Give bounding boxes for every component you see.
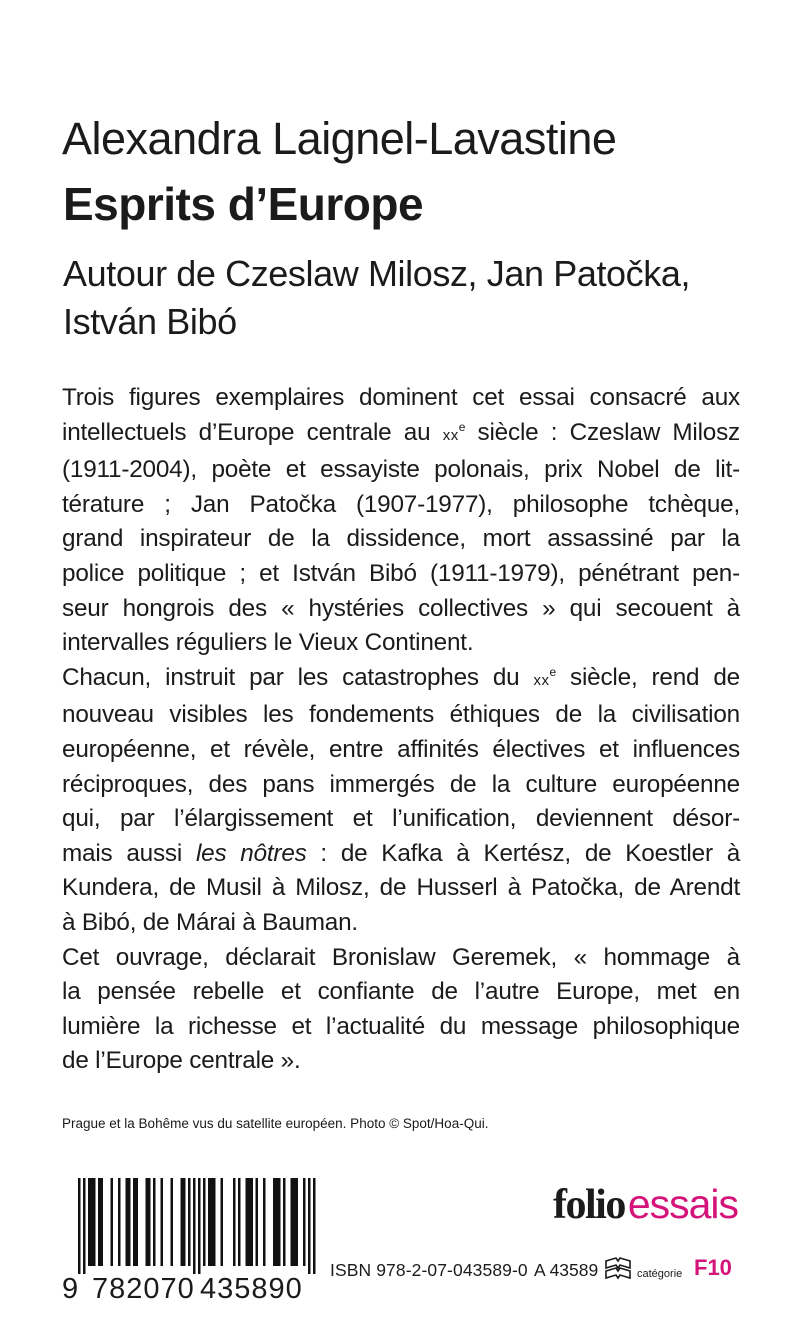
paragraph-2 xyxy=(62,661,740,941)
barcode-bar xyxy=(211,1178,214,1266)
barcode-bar xyxy=(101,1178,104,1266)
text-line: (1911-2004), poète et essayiste polonais, prix Nobel de lit- xyxy=(62,456,740,484)
text-line: Cet ouvrage, déclarait Bronislaw Geremek, « hommage à xyxy=(62,943,740,971)
text-line: européenne, et révèle, entre affinités électives et influences xyxy=(62,735,740,763)
barcode-bar xyxy=(273,1178,276,1266)
folio-essais-logo: folioessais xyxy=(553,1181,739,1228)
barcode-bar xyxy=(198,1178,201,1274)
paragraph-3 xyxy=(62,941,740,1079)
barcode-bar xyxy=(303,1178,306,1266)
barcode-bar xyxy=(183,1178,186,1266)
barcode-bar xyxy=(83,1178,86,1274)
product-code: A 43589 xyxy=(534,1260,599,1280)
barcode-bar xyxy=(251,1178,254,1266)
text-line: qui, par l’élargissement et l’unification, deviennent désor- xyxy=(62,805,740,833)
text-line: police politique ; et István Bibó (1911-1979), pénétrant pen- xyxy=(62,559,740,587)
barcode-bar xyxy=(181,1178,184,1266)
barcode-bar xyxy=(161,1178,164,1266)
barcode-bar xyxy=(188,1178,191,1266)
barcode-bar xyxy=(193,1178,196,1274)
text-line: à Bibó, de Márai à Bauman. xyxy=(62,908,358,936)
back-cover-blurb xyxy=(62,381,740,1079)
category-label: catégorie xyxy=(637,1268,683,1280)
barcode-bars xyxy=(62,1178,316,1274)
text-line: nouveau visibles les fondements éthiques de la civilisation xyxy=(62,701,740,729)
barcode-bar xyxy=(153,1178,156,1266)
barcode-bar xyxy=(146,1178,149,1266)
barcode-bar xyxy=(128,1178,131,1266)
book-subtitle xyxy=(63,250,690,346)
subtitle-line: Autour de Czeslaw Milosz, Jan Patočka, xyxy=(63,253,691,294)
text-line: grand inspirateur de la dissidence, mort assassiné par la xyxy=(62,525,740,553)
text-line: intellectuels d’Europe centrale au $xx^e$ siècle : Czeslaw Milosz xyxy=(62,418,740,446)
barcode-bar xyxy=(148,1178,151,1266)
barcode-bar xyxy=(93,1178,96,1266)
barcode-bar xyxy=(111,1178,114,1266)
barcode-bar xyxy=(136,1178,139,1266)
barcode-bar xyxy=(278,1178,281,1266)
subtitle-line: István Bibó xyxy=(63,301,237,342)
barcode-bar xyxy=(133,1178,136,1266)
text-line: lumière la richesse et l’actualité du message philosophique xyxy=(62,1012,740,1040)
barcode-bar xyxy=(126,1178,129,1266)
barcode-bar xyxy=(308,1178,311,1274)
barcode-bar xyxy=(246,1178,249,1266)
barcode-bar xyxy=(296,1178,299,1266)
text-line: Kundera, de Musil à Milosz, de Husserl à Patočka, de Arendt xyxy=(62,874,740,902)
barcode-bar xyxy=(291,1178,294,1266)
barcode-bar xyxy=(98,1178,101,1266)
text-line: de l’Europe centrale ». xyxy=(62,1047,301,1075)
paragraph-1 xyxy=(62,381,740,661)
barcode-bar xyxy=(78,1178,81,1274)
barcode-bar xyxy=(263,1178,266,1266)
category-code: F10 xyxy=(694,1255,732,1280)
photo-credit: Prague et la Bohême vus du satellite européen. Photo © Spot/Hoa-Qui. xyxy=(62,1116,489,1131)
text-line: mais aussi les nôtres : de Kafka à Kertész, de Koestler à xyxy=(62,839,741,867)
barcode-bar xyxy=(233,1178,236,1266)
barcode-bar xyxy=(221,1178,224,1266)
text-line: réciproques, des pans immergés de la culture européenne xyxy=(62,770,740,798)
barcode-bar xyxy=(313,1178,316,1274)
barcode: 9 782070 435890 xyxy=(62,1178,316,1304)
barcode-bar xyxy=(213,1178,216,1266)
barcode-bar xyxy=(208,1178,211,1266)
barcode-bar xyxy=(118,1178,121,1266)
text-line: térature ; Jan Patočka (1907-1977), philosophe tchèque, xyxy=(62,490,740,518)
barcode-bar xyxy=(248,1178,251,1266)
barcode-bar xyxy=(276,1178,279,1266)
text-line: la pensée rebelle et confiante de l’autre Europe, met en xyxy=(62,978,740,1006)
isbn: ISBN 978-2-07-043589-0 xyxy=(330,1260,528,1280)
barcode-bar xyxy=(203,1178,206,1266)
barcode-bar xyxy=(171,1178,174,1266)
barcode-bar xyxy=(293,1178,296,1266)
text-line: seur hongrois des « hystéries collectives » qui secouent à xyxy=(62,594,740,622)
barcode-bar xyxy=(256,1178,259,1266)
text-line: Trois figures exemplaires dominent cet essai consacré aux xyxy=(62,384,740,411)
barcode-bar xyxy=(283,1178,286,1266)
text-line: Chacun, instruit par les catastrophes du $xx^e$ siècle, rend de xyxy=(62,663,740,691)
barcode-bar xyxy=(91,1178,94,1266)
book-title: Esprits d’Europe xyxy=(63,178,424,230)
open-book-icon xyxy=(602,1252,634,1284)
barcode-bar xyxy=(238,1178,241,1266)
text-line: intervalles réguliers le Vieux Continent. xyxy=(62,629,474,657)
barcode-bar xyxy=(88,1178,91,1266)
author-name: Alexandra Laignel-Lavastine xyxy=(62,113,617,164)
